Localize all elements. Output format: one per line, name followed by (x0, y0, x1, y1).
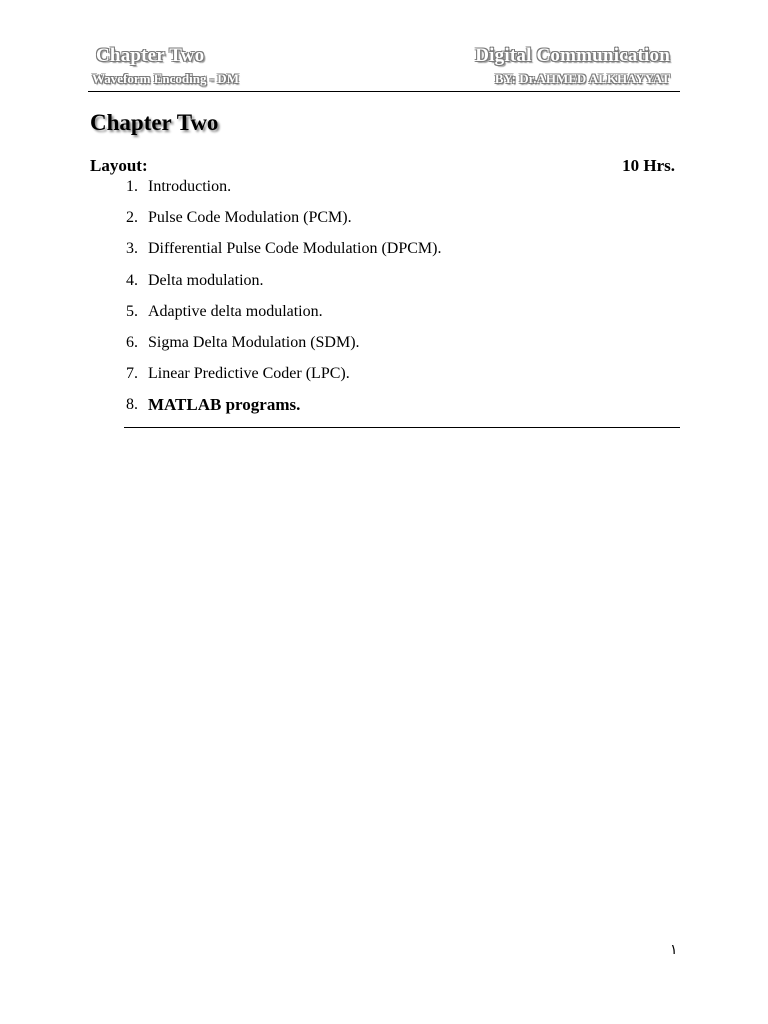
list-item (0, 175, 768, 206)
list-item-number: 7. (126, 365, 138, 383)
header-author: BY: Dr.AHMED ALKHAYYAT (494, 71, 670, 86)
list-item (0, 269, 768, 300)
header-chapter-subtitle: Waveform Encoding - DM (92, 71, 239, 86)
list-item-number: 8. (126, 396, 138, 414)
list-item (0, 237, 768, 268)
list-item-text: Differential Pulse Code Modulation (DPCM). (148, 240, 442, 258)
layout-label: Layout: (90, 156, 148, 175)
layout-list (0, 175, 768, 425)
chapter-heading: Chapter Two (90, 110, 219, 135)
header-course-title: Digital Communication (475, 45, 670, 66)
list-item-text: Sigma Delta Modulation (SDM). (148, 333, 360, 351)
list-item-text: Adaptive delta modulation. (148, 302, 323, 320)
list-item-number: 4. (126, 271, 138, 289)
hours-label: 10 Hrs. (622, 156, 675, 175)
list-item-number: 5. (126, 302, 138, 320)
list-item (0, 206, 768, 237)
header-chapter-title: Chapter Two (96, 45, 205, 66)
list-item-number: 3. (126, 240, 138, 258)
list-divider (124, 427, 680, 428)
header-divider (88, 91, 680, 92)
list-item (0, 393, 768, 424)
list-item-text: Delta modulation. (148, 271, 264, 289)
list-item (0, 300, 768, 331)
list-item-number: 1. (126, 178, 138, 195)
list-item-number: 2. (126, 209, 138, 227)
page-number: ١ (670, 942, 678, 958)
list-item-text: Linear Predictive Coder (LPC). (148, 365, 350, 383)
list-item (0, 362, 768, 393)
list-item (0, 331, 768, 362)
list-item-text: Pulse Code Modulation (PCM). (148, 209, 352, 227)
list-item-number: 6. (126, 333, 138, 351)
list-item-text: MATLAB programs. (148, 395, 301, 415)
list-item-text: Introduction. (148, 178, 232, 195)
